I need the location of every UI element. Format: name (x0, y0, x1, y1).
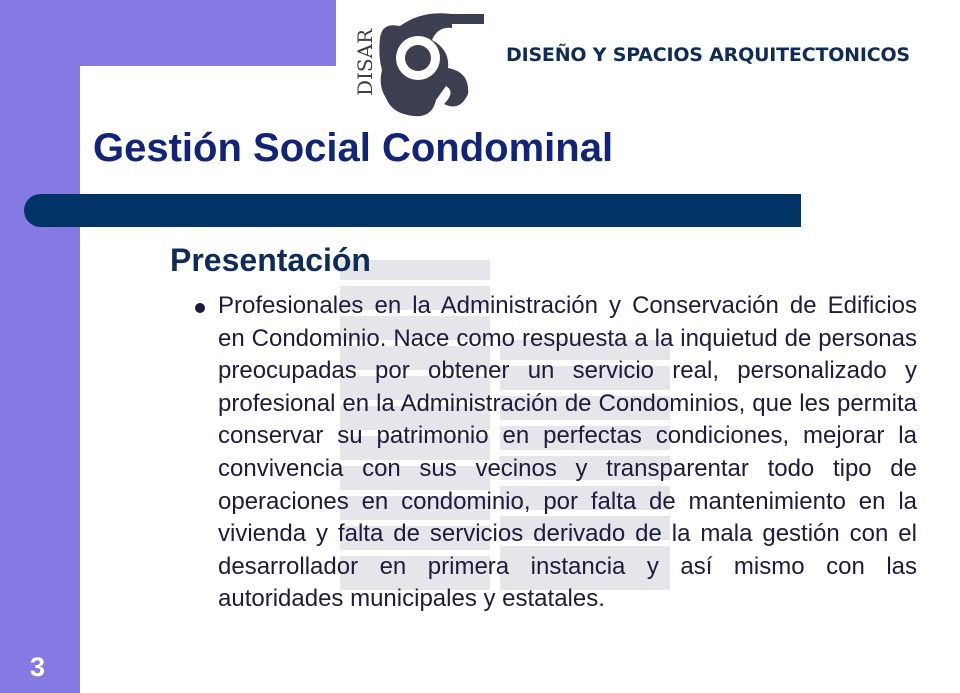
side-band (0, 0, 80, 693)
logo-text: DISAR (353, 28, 377, 96)
bullet-text: Profesionales en la Administración y Conservación de Edificios en Condominio. Nace como respuesta a la inquietud de personas preocupadas por obtener un servicio real, personalizado y profesional en la Administración de Condominios, que les permita conservar su patrimonio en perfectas condiciones, mejorar la convivencia con sus vecinos y transparentar todo tipo de operaciones en condominio, por falta de mantenimiento en la vivienda y falta de servicios derivado de la mala gestión con el desarrollador en primera instancia y así mismo con las autoridades municipales y estatales. (218, 292, 917, 613)
content-corner (80, 66, 140, 126)
company-name: DISEÑO Y SPACIOS ARQUITECTONICOS (506, 44, 910, 66)
page-number: 3 (30, 652, 46, 682)
section-subtitle: Presentación (170, 242, 371, 278)
bullet-icon (195, 303, 205, 313)
disar-logo-icon (352, 0, 492, 125)
top-band (0, 0, 336, 66)
disar-logo (352, 0, 492, 125)
slide-title: Gestión Social Condominal (93, 126, 614, 170)
title-underline-bar (24, 194, 801, 227)
